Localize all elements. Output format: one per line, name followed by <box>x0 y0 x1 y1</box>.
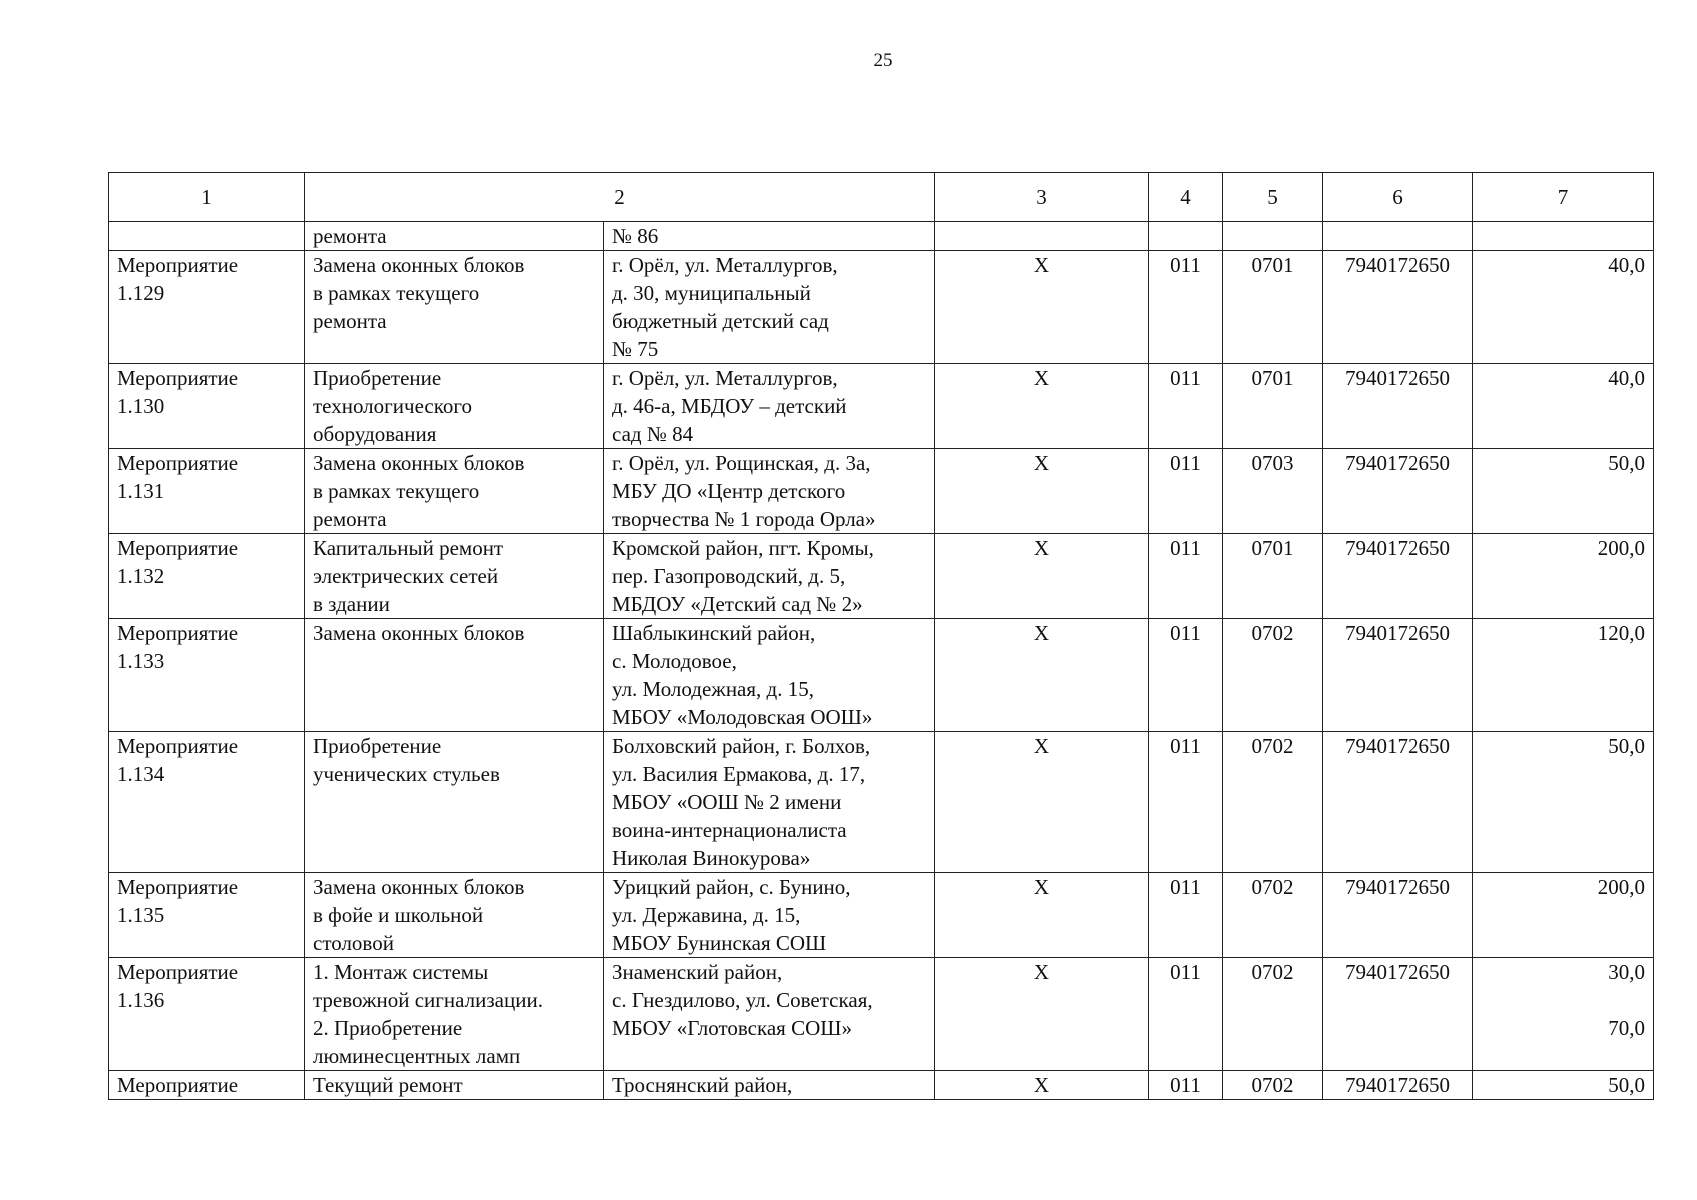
col5-cell: 0702 <box>1223 1071 1323 1100</box>
col5-cell: 0702 <box>1223 873 1323 958</box>
table-row <box>109 251 1654 364</box>
address-cell: Шаблыкинский район, с. Молодовое, ул. Молодежная, д. 15, МБОУ «Молодовская ООШ» <box>604 619 935 732</box>
header-col-6: 6 <box>1323 173 1473 222</box>
table-row <box>109 1071 1654 1100</box>
address-cell: г. Орёл, ул. Рощинская, д. 3а, МБУ ДО «Центр детского творчества № 1 города Орла» <box>604 449 935 534</box>
col5-cell: 0702 <box>1223 732 1323 873</box>
work-description-cell: Замена оконных блоков в рамках текущего ремонта <box>305 251 604 364</box>
col4-cell: 011 <box>1149 534 1223 619</box>
event-name-cell: Мероприятие 1.129 <box>109 251 305 364</box>
address-cell: Кромской район, пгт. Кромы, пер. Газопроводский, д. 5, МБДОУ «Детский сад № 2» <box>604 534 935 619</box>
col4-cell: 011 <box>1149 619 1223 732</box>
col4-cell: 011 <box>1149 958 1223 1071</box>
col6-cell: 7940172650 <box>1323 619 1473 732</box>
work-description-cell: Капитальный ремонт электрических сетей в здании <box>305 534 604 619</box>
col4-cell: 011 <box>1149 873 1223 958</box>
col3-cell: Х <box>935 1071 1149 1100</box>
address-cell: Урицкий район, с. Бунино, ул. Державина, д. 15, МБОУ Бунинская СОШ <box>604 873 935 958</box>
col6-cell: 7940172650 <box>1323 364 1473 449</box>
col6-cell: 7940172650 <box>1323 1071 1473 1100</box>
event-name-cell: Мероприятие <box>109 1071 305 1100</box>
table-row <box>109 732 1654 873</box>
table-row <box>109 534 1654 619</box>
event-name-cell: Мероприятие 1.130 <box>109 364 305 449</box>
continuation-row <box>109 222 1654 251</box>
header-col-3: 3 <box>935 173 1149 222</box>
work-description-cell: Замена оконных блоков <box>305 619 604 732</box>
col5-cell: 0702 <box>1223 619 1323 732</box>
col3-cell: Х <box>935 958 1149 1071</box>
event-name-cell: Мероприятие 1.133 <box>109 619 305 732</box>
header-col-7: 7 <box>1473 173 1654 222</box>
amount-cell: 30,0 70,0 <box>1473 958 1654 1071</box>
header-col-1: 1 <box>109 173 305 222</box>
col4-cell: 011 <box>1149 251 1223 364</box>
work-description-cell: Приобретение ученических стульев <box>305 732 604 873</box>
col5-cell: 0702 <box>1223 958 1323 1071</box>
work-description-cell: Текущий ремонт <box>305 1071 604 1100</box>
amount-cell: 50,0 <box>1473 449 1654 534</box>
col5-cell: 0701 <box>1223 251 1323 364</box>
col4-cell: 011 <box>1149 1071 1223 1100</box>
col3-cell: Х <box>935 251 1149 364</box>
continuation-work: ремонта <box>305 222 604 251</box>
address-cell: Болховский район, г. Болхов, ул. Василия Ермакова, д. 17, МБОУ «ООШ № 2 имени воина-интернационалиста Николая Винокурова» <box>604 732 935 873</box>
address-cell: г. Орёл, ул. Металлургов, д. 30, муниципальный бюджетный детский сад № 75 <box>604 251 935 364</box>
col6-cell: 7940172650 <box>1323 873 1473 958</box>
table-row <box>109 873 1654 958</box>
amount-cell: 50,0 <box>1473 1071 1654 1100</box>
page-number: 25 <box>873 50 893 71</box>
col4-cell: 011 <box>1149 732 1223 873</box>
continuation-place: № 86 <box>604 222 935 251</box>
budget-table <box>108 172 1654 1100</box>
col3-cell: Х <box>935 732 1149 873</box>
amount-cell: 50,0 <box>1473 732 1654 873</box>
col6-cell: 7940172650 <box>1323 958 1473 1071</box>
address-cell: Троснянский район, <box>604 1071 935 1100</box>
col5-cell: 0701 <box>1223 364 1323 449</box>
col6-cell: 7940172650 <box>1323 534 1473 619</box>
table-row <box>109 619 1654 732</box>
amount-cell: 200,0 <box>1473 873 1654 958</box>
event-name-cell: Мероприятие 1.135 <box>109 873 305 958</box>
col6-cell: 7940172650 <box>1323 732 1473 873</box>
address-cell: г. Орёл, ул. Металлургов, д. 46-а, МБДОУ – детский сад № 84 <box>604 364 935 449</box>
col3-cell: Х <box>935 873 1149 958</box>
amount-cell: 40,0 <box>1473 251 1654 364</box>
col3-cell: Х <box>935 364 1149 449</box>
header-col-5: 5 <box>1223 173 1323 222</box>
header-col-4: 4 <box>1149 173 1223 222</box>
table-body <box>109 222 1654 1100</box>
work-description-cell: 1. Монтаж системы тревожной сигнализации. 2. Приобретение люминесцентных ламп <box>305 958 604 1071</box>
event-name-cell: Мероприятие 1.136 <box>109 958 305 1071</box>
table-row <box>109 364 1654 449</box>
work-description-cell: Приобретение технологического оборудования <box>305 364 604 449</box>
col5-cell: 0703 <box>1223 449 1323 534</box>
amount-cell: 200,0 <box>1473 534 1654 619</box>
work-description-cell: Замена оконных блоков в рамках текущего ремонта <box>305 449 604 534</box>
col4-cell: 011 <box>1149 364 1223 449</box>
col3-cell: Х <box>935 534 1149 619</box>
amount-cell: 120,0 <box>1473 619 1654 732</box>
table-row <box>109 449 1654 534</box>
header-col-2: 2 <box>305 173 935 222</box>
event-name-cell: Мероприятие 1.131 <box>109 449 305 534</box>
col3-cell: Х <box>935 619 1149 732</box>
col3-cell: Х <box>935 449 1149 534</box>
work-description-cell: Замена оконных блоков в фойе и школьной столовой <box>305 873 604 958</box>
col5-cell: 0701 <box>1223 534 1323 619</box>
col6-cell: 7940172650 <box>1323 251 1473 364</box>
event-name-cell: Мероприятие 1.134 <box>109 732 305 873</box>
table-row <box>109 958 1654 1071</box>
amount-cell: 40,0 <box>1473 364 1654 449</box>
amount-secondary: 70,0 <box>1608 1016 1645 1040</box>
col6-cell: 7940172650 <box>1323 449 1473 534</box>
address-cell: Знаменский район, с. Гнездилово, ул. Советская, МБОУ «Глотовская СОШ» <box>604 958 935 1071</box>
col4-cell: 011 <box>1149 449 1223 534</box>
header-row <box>109 173 1654 222</box>
event-name-cell: Мероприятие 1.132 <box>109 534 305 619</box>
